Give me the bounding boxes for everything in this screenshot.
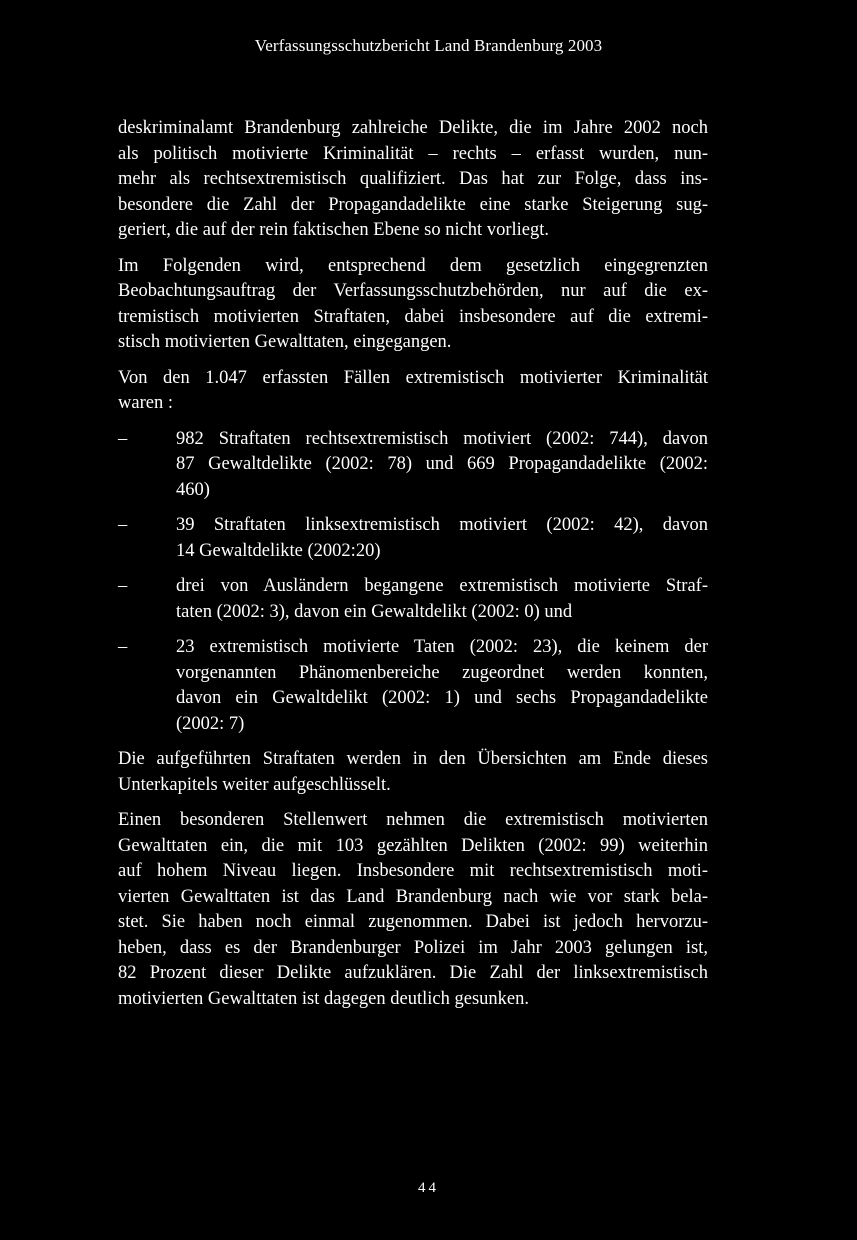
text-line: motivierten Gewalttaten ist dagegen deutlich gesunken. bbox=[118, 988, 529, 1009]
paragraph-intro bbox=[118, 116, 708, 244]
text-line: drei von Ausländern begangene extremistisch motivierte Straf- bbox=[176, 576, 708, 596]
page-number: 44 bbox=[418, 1180, 439, 1196]
text-line: Gewalttaten ein, die mit 103 gezählten Delikten (2002: 99) weiterhin bbox=[118, 835, 708, 856]
list-item-unassigned bbox=[118, 635, 708, 737]
text-line: Im Folgenden wird, entsprechend dem gesetzlich eingegrenzten bbox=[118, 255, 708, 276]
text-line: Unterkapitels weiter aufgeschlüsselt. bbox=[118, 774, 391, 795]
list-item-left-extremist bbox=[118, 513, 708, 564]
text-line: Einen besonderen Stellenwert nehmen die extremistisch motivierten bbox=[118, 810, 708, 830]
text-line: stisch motivierten Gewalttaten, eingegangen. bbox=[118, 332, 452, 352]
dash-bullet-icon: – bbox=[118, 637, 128, 657]
text-line: mehr als rechtsextremistisch qualifiziert. Das hat zur Folge, dass ins- bbox=[118, 169, 708, 189]
text-line: vierten Gewalttaten ist das Land Brandenburg nach wie vor stark bela- bbox=[118, 886, 708, 907]
text-line: 87 Gewaltdelikte (2002: 78) und 669 Propagandadelikte (2002: bbox=[176, 454, 708, 474]
dash-bullet-icon: – bbox=[118, 428, 128, 449]
paragraph-breakdown-note bbox=[118, 747, 708, 798]
text-line: taten (2002: 3), davon ein Gewaltdelikt (2002: 0) und bbox=[176, 601, 573, 622]
text-line: 460) bbox=[176, 479, 210, 500]
text-line: heben, dass es der Brandenburger Polizei im Jahr 2003 gelungen ist, bbox=[118, 937, 708, 958]
offense-list bbox=[118, 427, 708, 738]
dash-bullet-icon: – bbox=[118, 515, 128, 535]
text-line: auf hohem Niveau liegen. Insbesondere mit rechtsextremistisch moti- bbox=[118, 861, 708, 881]
text-line: geriert, die auf der rein faktischen Ebene so nicht vorliegt. bbox=[118, 220, 549, 240]
paragraph-summary-intro bbox=[118, 366, 708, 417]
dash-bullet-icon: – bbox=[118, 576, 128, 596]
text-line: (2002: 7) bbox=[176, 713, 245, 734]
text-line: 82 Prozent dieser Delikte aufzuklären. Die Zahl der linksextremistisch bbox=[118, 963, 708, 983]
text-line: 982 Straftaten rechtsextremistisch motiviert (2002: 744), davon bbox=[176, 428, 708, 449]
text-line: besondere die Zahl der Propagandadelikte eine starke Steigerung sug- bbox=[118, 194, 708, 215]
paragraph-scope bbox=[118, 254, 708, 356]
text-line: vorgenannten Phänomenbereiche zugeordnet werden konnten, bbox=[176, 662, 708, 683]
text-line: deskriminalamt Brandenburg zahlreiche Delikte, die im Jahre 2002 noch bbox=[118, 118, 708, 138]
text-line: stet. Sie haben noch einmal zugenommen. Dabei ist jedoch hervorzu- bbox=[118, 912, 708, 932]
list-item-right-extremist bbox=[118, 427, 708, 504]
text-line: 14 Gewaltdelikte (2002:20) bbox=[176, 540, 381, 561]
document-body bbox=[118, 116, 708, 1022]
text-line: tremistisch motivierten Straftaten, dabei insbesondere auf die extremi- bbox=[118, 306, 708, 327]
text-line: als politisch motivierte Kriminalität – rechts – erfasst wurden, nun- bbox=[118, 143, 708, 164]
text-line: Beobachtungsauftrag der Verfassungsschutzbehörden, nur auf die ex- bbox=[118, 281, 708, 301]
text-line: 23 extremistisch motivierte Taten (2002: 23), die keinem der bbox=[176, 637, 708, 657]
paragraph-violent-crimes bbox=[118, 808, 708, 1012]
text-line: davon ein Gewaltdelikt (2002: 1) und sechs Propagandadelikte bbox=[176, 688, 708, 708]
text-line: waren : bbox=[118, 393, 173, 413]
text-line: Die aufgeführten Straftaten werden in den Übersichten am Ende dieses bbox=[118, 749, 708, 769]
text-line: Von den 1.047 erfassten Fällen extremistisch motivierter Kriminalität bbox=[118, 367, 708, 388]
page-header: Verfassungsschutzbericht Land Brandenburg 2003 bbox=[254, 36, 603, 55]
list-item-foreigners bbox=[118, 574, 708, 625]
text-line: 39 Straftaten linksextremistisch motiviert (2002: 42), davon bbox=[176, 515, 708, 535]
